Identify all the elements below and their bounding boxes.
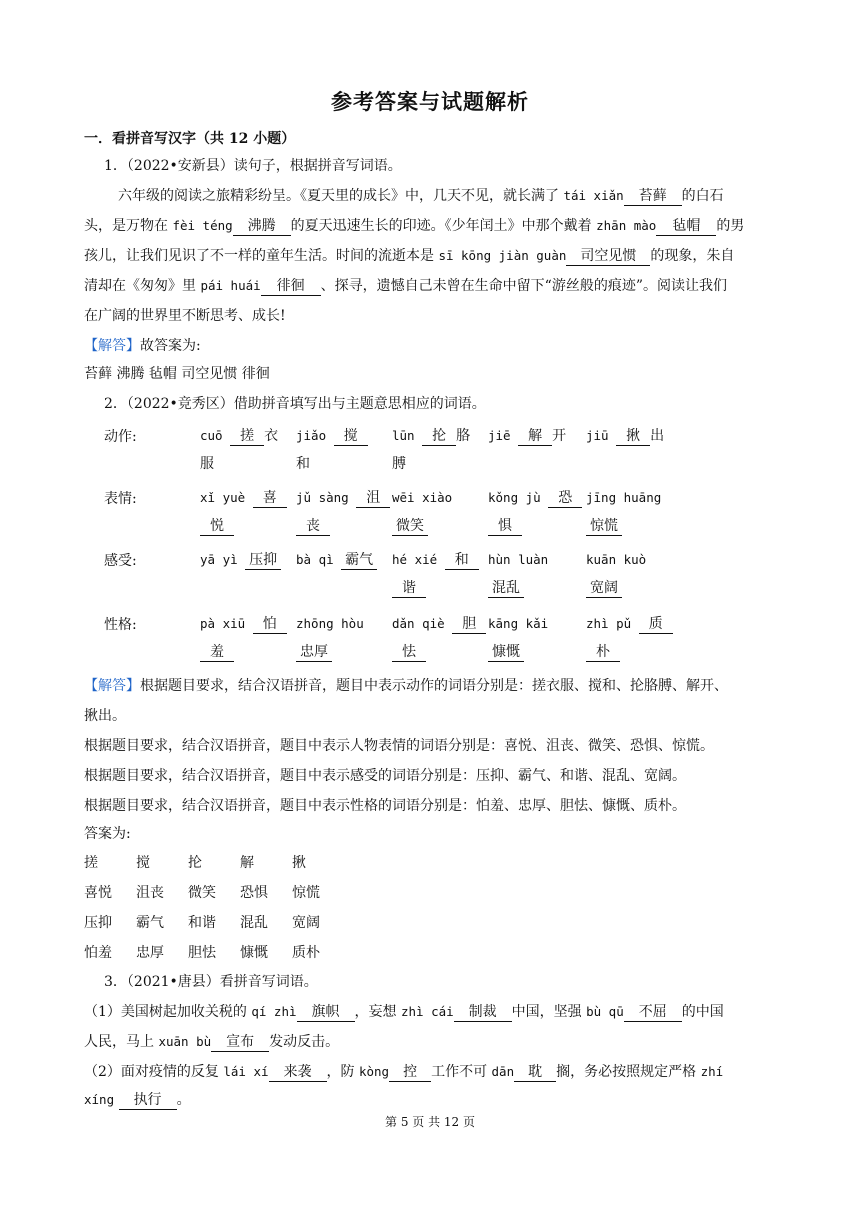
q2-answer-label: 答案为: (84, 826, 131, 842)
q2-solution-2: 根据题目要求，结合汉语拼音，题目中表示人物表情的词语分别是：喜悦、沮丧、微笑、恐惧、惊慌。 (84, 738, 714, 754)
blank-answer: 恐 (548, 489, 582, 508)
q2-item-continuation: 和 (296, 456, 310, 472)
q3-line-4: xíng 执行 。 (84, 1092, 191, 1108)
blank-answer: 来袭 (269, 1063, 327, 1082)
q2-item: wēi xiào (392, 490, 453, 505)
blank-answer: 解 (518, 427, 552, 446)
q2-item: kāng kǎi (488, 616, 549, 631)
q1-line-2: 头，是万物在 fèi téng 沸腾 的夏天迅速生长的印迹。《少年闰土》中那个戴着 zhān mào 毡帽 的男 (84, 218, 745, 234)
blank-answer: 旗帜 (297, 1003, 355, 1022)
q2-item: zhì pǔ 质 (586, 614, 673, 634)
blank-answer: 压抑 (245, 551, 281, 570)
blank-answer: 和 (445, 551, 479, 570)
blank-answer: 执行 (119, 1091, 177, 1110)
q2-item: zhōng hòu (296, 616, 364, 631)
q3-heading: 3．（2021•唐县）看拼音写词语。 (104, 974, 318, 990)
q2-row-label: 表情: (104, 491, 137, 507)
q2-item: lūn 抡 胳 (392, 428, 471, 444)
q2-item: bà qì 霸气 (296, 550, 377, 570)
q2-item: xǐ yuè 喜 (200, 488, 287, 508)
q2-item: cuō 搓 衣 (200, 428, 279, 444)
solution-tag: 【解答】 (84, 678, 140, 694)
section-heading: 一．看拼音写汉字（共 12 小题） (84, 131, 296, 147)
q2-answer-word: 搓 (84, 855, 98, 871)
q2-item: jiē 解 开 (488, 428, 567, 444)
blank-answer: 质 (639, 615, 673, 634)
blank-answer: 搅 (334, 427, 368, 446)
q2-answer-word: 抡 (188, 855, 202, 871)
q2-solution-1: 【解答】根据题目要求，结合汉语拼音，题目中表示动作的词语分别是：搓衣服、搅和、抡胳膊、解开、 (84, 678, 728, 694)
blank-answer: 司空见惯 (566, 247, 650, 266)
blank-answer: 徘徊 (261, 277, 321, 296)
solution-tag: 【解答】 (84, 338, 140, 354)
q2-answer-word: 揪 (292, 855, 306, 871)
q2-solution-3: 根据题目要求，结合汉语拼音，题目中表示感受的词语分别是：压抑、霸气、和谐、混乱、宽阔。 (84, 768, 686, 784)
q2-answer-word: 微笑 (188, 885, 216, 901)
blank-answer: 抡 (422, 427, 456, 446)
q2-answer-word: 喜悦 (84, 885, 112, 901)
q2-item-continuation: 怯 (392, 642, 426, 662)
q2-item-continuation: 悦 (200, 516, 234, 536)
q2-solution-1b: 揪出。 (84, 708, 126, 724)
q2-answer-word: 宽阔 (292, 915, 320, 931)
blank-answer: 控 (389, 1063, 431, 1082)
page-title: 参考答案与试题解析 (331, 89, 529, 114)
blank-answer: 霸气 (341, 551, 377, 570)
q2-item: hùn luàn (488, 552, 549, 567)
q2-answer-word: 怕羞 (84, 945, 112, 961)
blank-answer: 苔藓 (624, 187, 682, 206)
q2-item: hé xié 和 (392, 550, 479, 570)
q1-heading: 1．（2022•安新县）读句子，根据拼音写词语。 (104, 158, 402, 174)
q2-row-label: 性格: (104, 617, 137, 633)
q2-item-continuation: 谐 (392, 578, 426, 598)
q2-solution-4: 根据题目要求，结合汉语拼音，题目中表示性格的词语分别是：怕羞、忠厚、胆怯、慷慨、质朴。 (84, 798, 686, 814)
q2-item-continuation: 混乱 (488, 578, 524, 598)
blank-answer: 搓 (230, 427, 264, 446)
q1-line-3: 孩儿，让我们见识了不一样的童年生活。时间的流逝本是 sī kōng jiàn guàn 司空见惯 的现象，朱自 (84, 248, 735, 264)
q2-row-label: 感受: (104, 553, 137, 569)
q2-item-continuation: 丧 (296, 516, 330, 536)
q2-item-continuation: 惧 (488, 516, 522, 536)
q2-item: jiǎo 搅 (296, 426, 368, 446)
q2-item-continuation: 宽阔 (586, 578, 622, 598)
q2-answer-word: 和谐 (188, 915, 216, 931)
blank-answer: 喜 (253, 489, 287, 508)
q2-item: jiū 揪 出 (586, 428, 665, 444)
q2-item: jīng huāng (586, 490, 662, 505)
q1-line-4: 清却在《匆匆》里 pái huái 徘徊 、探寻，遗憾自己未曾在生命中留下“游丝般的痕迹”。阅读让我们 (84, 278, 727, 294)
blank-answer: 沸腾 (233, 217, 291, 236)
blank-answer: 毡帽 (656, 217, 716, 236)
q2-item-continuation: 膊 (392, 456, 406, 472)
q2-answer-word: 质朴 (292, 945, 320, 961)
q2-item-continuation: 惊慌 (586, 516, 622, 536)
q2-answer-word: 忠厚 (136, 945, 164, 961)
q1-line-5: 在广阔的世界里不断思考、成长! (84, 308, 286, 324)
q3-line-2: 人民，马上 xuān bù 宣布 发动反击。 (84, 1034, 340, 1050)
q3-line-3: （2）面对疫情的反复 lái xí 来袭 ，防 kòng 控 工作不可 dān 耽 搁，务必按照规定严格 zhí (84, 1064, 724, 1080)
blank-answer: 耽 (514, 1063, 556, 1082)
q2-answer-word: 搅 (136, 855, 150, 871)
q2-item: yā yì 压抑 (200, 550, 281, 570)
blank-answer: 怕 (253, 615, 287, 634)
q2-item: dǎn qiè 胆 (392, 614, 486, 634)
q2-item-continuation: 服 (200, 456, 214, 472)
blank-answer: 不屈 (624, 1003, 682, 1022)
q2-item: kuān kuò (586, 552, 647, 567)
q2-answer-word: 霸气 (136, 915, 164, 931)
q3-line-1: （1）美国树起加收关税的 qí zhì 旗帜 ，妄想 zhì cái 制裁 中国，坚强 bù qū 不屈 的中国 (84, 1004, 724, 1020)
blank-answer: 胆 (452, 615, 486, 634)
blank-answer: 沮 (356, 489, 390, 508)
q2-answer-word: 恐惧 (240, 885, 268, 901)
q2-answer-word: 混乱 (240, 915, 268, 931)
q2-item-continuation: 羞 (200, 642, 234, 662)
q2-item-continuation: 忠厚 (296, 642, 332, 662)
q2-answer-word: 慷慨 (240, 945, 268, 961)
q1-answer: 苔藓 沸腾 毡帽 司空见惯 徘徊 (84, 366, 270, 382)
q2-answer-word: 压抑 (84, 915, 112, 931)
blank-answer: 宣布 (211, 1033, 269, 1052)
q2-item: kǒng jù 恐 (488, 488, 582, 508)
q2-answer-word: 惊慌 (292, 885, 320, 901)
q2-item-continuation: 朴 (586, 642, 620, 662)
q2-item-continuation: 慷慨 (488, 642, 524, 662)
q2-item: pà xiū 怕 (200, 614, 287, 634)
q2-heading: 2．（2022•竞秀区）借助拼音填写出与主题意思相应的词语。 (104, 396, 486, 412)
blank-answer: 揪 (616, 427, 650, 446)
q2-item-continuation: 微笑 (392, 516, 428, 536)
q2-answer-word: 沮丧 (136, 885, 164, 901)
blank-answer: 制裁 (454, 1003, 512, 1022)
q1-line-1: 六年级的阅读之旅精彩纷呈。《夏天里的成长》中，几天不见，就长满了 tái xiǎn 苔藓 的白石 (118, 188, 724, 204)
q2-answer-word: 解 (240, 855, 254, 871)
q2-answer-word: 胆怯 (188, 945, 216, 961)
page-footer: 第 5 页 共 12 页 (385, 1115, 475, 1129)
q1-solution: 【解答】故答案为: (84, 338, 201, 354)
q2-row-label: 动作: (104, 429, 137, 445)
q2-item: jǔ sàng 沮 (296, 488, 390, 508)
